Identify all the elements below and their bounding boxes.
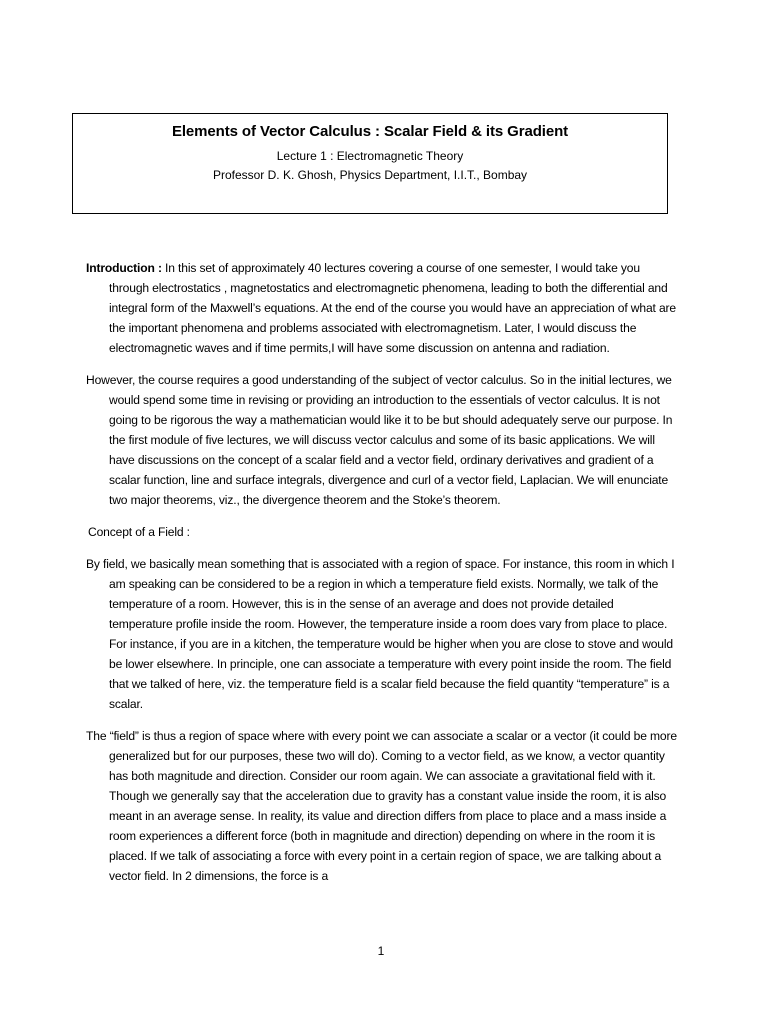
vector-field-paragraph: The “field” is thus a region of space where with every point we can associate a scalar or a vector (it could be more generalized but for our purposes, these two will do). Coming to a vector field, as we know, a vector quantity has both magnitude and direction. Consider our room again. We can associate a gravitational field with it. Though we generally say that the acceleration due to gravity has a constant value inside the room, it is also meant in an average sense. In reality, its value and direction differs from place to place and a mass inside a room experiences a different force (both in magnitude and direction) depending on where in the room it is placed. If we talk of associating a force with every point in a certain region of space, we are talking about a vector field. In 2 dimensions, the force is a bbox=[86, 729, 677, 883]
introduction-paragraph bbox=[86, 258, 678, 358]
field-definition-paragraph: By field, we basically mean something that is associated with a region of space. For instance, this room in which I am speaking can be considered to be a region in which a temperature field exists. Normally, we talk of the temperature of a room. However, this is in the sense of an average and does not provide detailed temperature profile inside the room. However, the temperature inside a room does vary from place to place. For instance, if you are in a kitchen, the temperature would be higher when you are close to stove and would be lower elsewhere. In principle, one can associate a temperature with every point inside the room. The field that we talked of here, viz. the temperature field is a scalar field because the field quantity “temperature” is a scalar. bbox=[86, 557, 675, 711]
page-number bbox=[0, 942, 768, 960]
author-line: Professor D. K. Ghosh, Physics Department, I.I.T., Bombay bbox=[212, 168, 528, 182]
vector-calculus-paragraph: However, the course requires a good understanding of the subject of vector calculus. So in the initial lectures, we would spend some time in revising or providing an introduction to the essentials of vector calculus. It is not going to be rigorous the way a mathematician would like it to be but should adequately serve our purpose. In the first module of five lectures, we will discuss vector calculus and some of its basic applications. We will have discussions on the concept of a scalar field and a vector field, ordinary derivatives and gradient of a scalar function, line and surface integrals, divergence and curl of a vector field, Laplacian. We will enunciate two major theorems, viz., the divergence theorem and the Stoke’s theorem. bbox=[86, 373, 673, 507]
title-box bbox=[72, 113, 668, 214]
introduction-label: Introduction : bbox=[86, 261, 162, 275]
lecture-subtitle: Lecture 1 : Electromagnetic Theory bbox=[276, 149, 464, 163]
document-title: Elements of Vector Calculus : Scalar Field & its Gradient bbox=[171, 123, 569, 140]
document-body bbox=[86, 258, 678, 898]
page-number-text: 1 bbox=[377, 944, 385, 958]
introduction-text: In this set of approximately 40 lectures covering a course of one semester, I would take you through electrostatics , magnetostatics and electromagnetic phenomena, leading to both the differential and integral form of the Maxwell’s equations. At the end of the course you would have an appreciation of what are the important phenomena and problems associated with electromagnetism. Later, I would discuss the electromagnetic waves and if time permits,I will have some discussion on antenna and radiation. bbox=[109, 261, 676, 355]
section-heading: Concept of a Field : bbox=[88, 525, 190, 539]
